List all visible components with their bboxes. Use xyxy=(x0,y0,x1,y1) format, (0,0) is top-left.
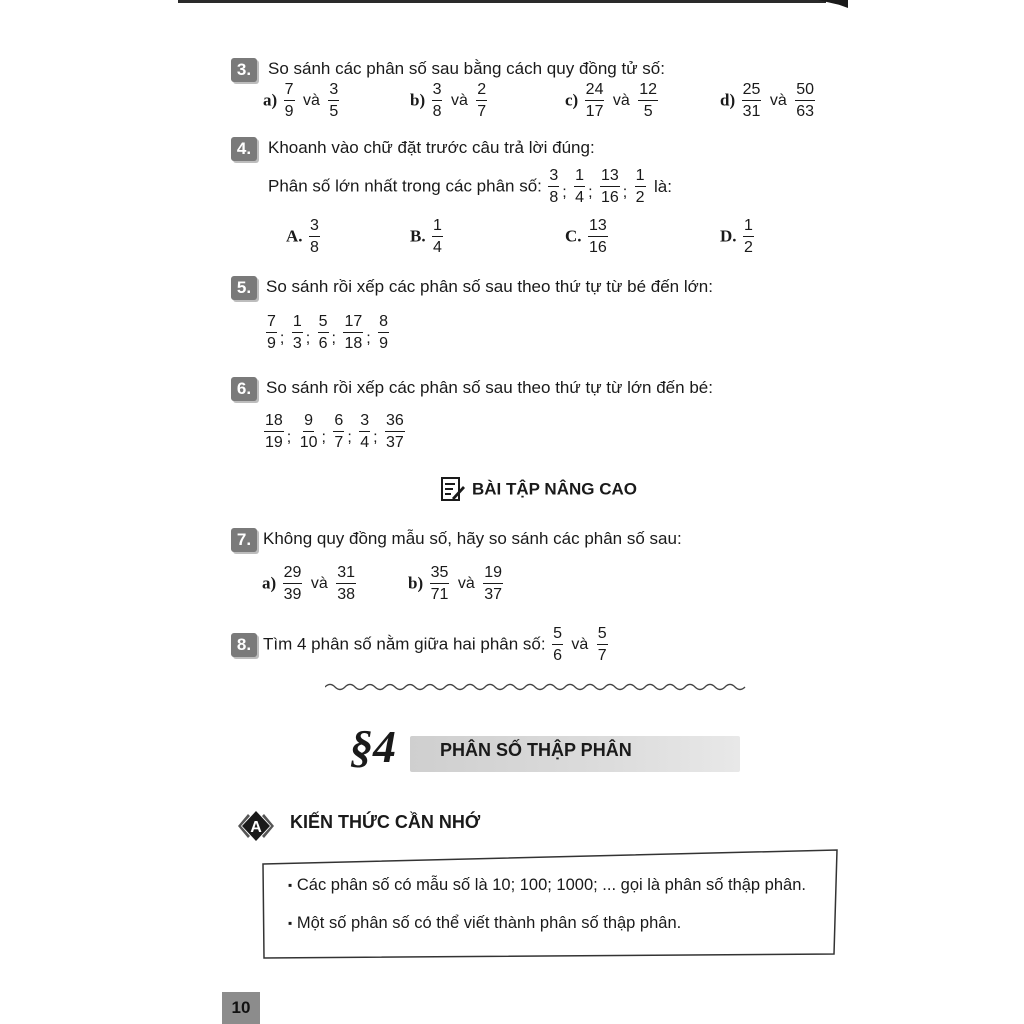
fraction xyxy=(742,80,762,121)
denominator: 16 xyxy=(588,239,607,256)
exercise-5-text: So sánh rồi xếp các phân số sau theo thứ tự từ bé đến lớn: xyxy=(266,277,713,296)
question-prefix: Phân số lớn nhất trong các phân số: xyxy=(268,176,542,196)
exercise-3-item-b xyxy=(410,80,489,121)
denominator: 16 xyxy=(600,189,619,206)
numerator: 7 xyxy=(284,80,295,101)
fraction xyxy=(266,312,277,353)
fraction xyxy=(333,411,344,452)
numerator: 3 xyxy=(309,216,320,237)
denominator: 37 xyxy=(386,434,404,451)
numerator: 3 xyxy=(548,166,559,187)
numerator: 9 xyxy=(303,411,314,432)
fraction xyxy=(283,563,303,604)
denominator: 31 xyxy=(742,103,761,120)
denominator: 2 xyxy=(743,239,753,256)
fraction xyxy=(292,312,303,353)
denominator: 4 xyxy=(575,189,585,206)
exercise-5-fractions: $\frac{7}{9}$ ; $\frac{1}{3}$ ; $\frac{5}{6}$ ; $\frac{17}{18}$ ; $\frac{8}{9}$ xyxy=(267,313,389,352)
exercise-7-text: Không quy đồng mẫu số, hãy so sánh các phân số sau: xyxy=(263,529,682,548)
numerator: 31 xyxy=(336,563,356,584)
denominator: 10 xyxy=(299,434,318,451)
section-number: §4 xyxy=(350,721,396,772)
diamond-badge-icon xyxy=(228,808,284,844)
denominator: 7 xyxy=(597,647,607,664)
conjunction: và xyxy=(302,91,320,109)
knowledge-bullet-1: ▪ Các phân số có mẫu số là 10; 100; 1000; ... gọi là phân số thập phân. xyxy=(288,876,806,894)
fraction xyxy=(432,80,443,121)
fraction xyxy=(385,411,405,452)
denominator: 8 xyxy=(549,189,559,206)
knowledge-box xyxy=(262,848,838,956)
item-label: b) xyxy=(408,573,424,593)
fraction xyxy=(430,563,450,604)
fraction xyxy=(743,216,754,257)
numerator: 18 xyxy=(264,411,284,432)
numerator: 25 xyxy=(742,80,762,101)
denominator: 19 xyxy=(265,434,283,451)
numerator: 19 xyxy=(483,563,503,584)
exercise-7-item-b xyxy=(408,563,505,604)
option-c[interactable] xyxy=(565,216,610,257)
numerator: 3 xyxy=(328,80,339,101)
notepad-pencil-icon xyxy=(440,479,472,498)
exercise-7-number: 7. xyxy=(231,528,257,552)
advanced-heading xyxy=(440,476,637,504)
item-label: a) xyxy=(263,90,278,110)
numerator: 29 xyxy=(283,563,303,584)
numerator: 5 xyxy=(552,624,563,645)
item-label: c) xyxy=(565,90,579,110)
badge-letter: A xyxy=(250,819,262,836)
exercise-3-number: 3. xyxy=(231,58,257,82)
exercise-6-text: So sánh rồi xếp các phân số sau theo thứ tự từ lớn đến bé: xyxy=(266,378,713,397)
denominator: 4 xyxy=(433,239,442,256)
conjunction: và xyxy=(310,574,328,592)
knowledge-bullet-2: ▪ Một số phân số có thể viết thành phân số thập phân. xyxy=(288,914,682,932)
fraction xyxy=(476,80,487,121)
conjunction: và xyxy=(612,91,630,109)
conjunction: và xyxy=(457,574,475,592)
numerator: 13 xyxy=(600,166,620,187)
item-label: a) xyxy=(262,573,277,593)
exercise-3-item-a xyxy=(263,80,341,121)
numerator: 8 xyxy=(378,312,389,333)
numerator: 13 xyxy=(588,216,608,237)
page-number: 10 xyxy=(222,992,260,1024)
numerator: 3 xyxy=(359,411,370,432)
denominator: 8 xyxy=(309,239,319,256)
denominator: 9 xyxy=(267,335,276,352)
option-a[interactable] xyxy=(286,216,322,257)
numerator: 12 xyxy=(638,80,658,101)
denominator: 9 xyxy=(379,335,389,352)
fraction xyxy=(548,166,559,207)
fraction xyxy=(299,411,319,452)
denominator: 17 xyxy=(585,103,604,120)
numerator: 5 xyxy=(318,312,329,333)
numerator: 1 xyxy=(292,312,303,333)
fraction xyxy=(359,411,370,452)
exercise-5-number: 5. xyxy=(231,276,257,300)
numerator: 24 xyxy=(585,80,605,101)
exercise-8-text: Tìm 4 phân số nằm giữa hai phân số: xyxy=(263,634,546,654)
exercise-4-number: 4. xyxy=(231,137,257,161)
fraction xyxy=(635,166,646,207)
fraction xyxy=(574,166,585,207)
option-b[interactable] xyxy=(410,216,445,257)
fraction xyxy=(318,312,329,353)
option-label: C. xyxy=(565,226,582,246)
option-label: A. xyxy=(286,226,303,246)
exercise-6-fractions: $\frac{18}{19}$ ; $\frac{9}{10}$ ; $\frac{6}{7}$ ; $\frac{3}{4}$ ; $\frac{36}{37}$ xyxy=(265,412,404,451)
denominator: 39 xyxy=(283,586,302,603)
exercise-3-text: So sánh các phân số sau bằng cách quy đồng tử số: xyxy=(268,59,665,78)
fraction xyxy=(638,80,658,121)
denominator: 8 xyxy=(432,103,442,120)
conjunction: và xyxy=(769,91,787,109)
fraction xyxy=(284,80,295,121)
fraction xyxy=(585,80,605,121)
fraction xyxy=(264,411,284,452)
numerator: 6 xyxy=(333,411,344,432)
exercise-8-number: 8. xyxy=(231,633,257,657)
fraction xyxy=(552,624,563,665)
fraction xyxy=(343,312,363,353)
fraction xyxy=(597,624,608,665)
fraction xyxy=(600,166,620,207)
exercise-7-item-a xyxy=(262,563,358,604)
option-label: B. xyxy=(410,226,426,246)
section-title: PHÂN SỐ THẬP PHÂN xyxy=(440,740,632,760)
denominator: 18 xyxy=(344,335,363,352)
exercise-4-text: Khoanh vào chữ đặt trước câu trả lời đúng: xyxy=(268,138,595,157)
denominator: 2 xyxy=(635,189,645,206)
denominator: 37 xyxy=(484,586,502,603)
denominator: 7 xyxy=(334,434,344,451)
numerator: 7 xyxy=(266,312,277,333)
fraction xyxy=(588,216,608,257)
conjunction: và xyxy=(450,91,468,109)
numerator: 50 xyxy=(795,80,815,101)
option-label: D. xyxy=(720,226,737,246)
item-label: b) xyxy=(410,90,426,110)
knowledge-heading xyxy=(228,808,481,849)
numerator: 1 xyxy=(743,216,754,237)
item-label: d) xyxy=(720,90,736,110)
exercise-8-line xyxy=(263,624,610,665)
option-d[interactable] xyxy=(720,216,756,257)
numerator: 1 xyxy=(574,166,585,187)
knowledge-title: KIẾN THỨC CẦN NHỚ xyxy=(290,812,481,832)
numerator: 17 xyxy=(343,312,363,333)
fraction xyxy=(328,80,339,121)
numerator: 35 xyxy=(430,563,450,584)
fraction xyxy=(336,563,356,604)
denominator: 4 xyxy=(360,434,370,451)
denominator: 5 xyxy=(329,103,339,120)
exercise-6-number: 6. xyxy=(231,377,257,401)
numerator: 5 xyxy=(597,624,608,645)
denominator: 6 xyxy=(318,335,328,352)
numerator: 2 xyxy=(476,80,487,101)
denominator: 5 xyxy=(643,103,653,120)
fraction xyxy=(795,80,815,121)
top-rule xyxy=(178,0,826,3)
denominator: 63 xyxy=(796,103,814,120)
wavy-divider xyxy=(325,680,751,699)
conjunction: và xyxy=(571,635,589,653)
denominator: 71 xyxy=(430,586,449,603)
denominator: 38 xyxy=(337,586,356,603)
numerator: 1 xyxy=(635,166,646,187)
exercise-3-item-d xyxy=(720,80,817,121)
advanced-heading-text: BÀI TẬP NÂNG CAO xyxy=(472,479,637,499)
fraction xyxy=(483,563,503,604)
numerator: 36 xyxy=(385,411,405,432)
denominator: 3 xyxy=(292,335,302,352)
numerator: 3 xyxy=(432,80,443,101)
question-suffix: là: xyxy=(654,176,672,196)
exercise-4-question: Phân số lớn nhất trong các phân số: $\frac{3}{8}$ ; $\frac{1}{4}$ ; $\frac{13}{16}$ ; $\frac{1}{2}$ là: xyxy=(268,167,672,206)
fraction xyxy=(378,312,389,353)
denominator: 9 xyxy=(284,103,294,120)
denominator: 6 xyxy=(553,647,562,664)
numerator: 1 xyxy=(432,216,443,237)
exercise-3-item-c xyxy=(565,80,660,121)
fraction xyxy=(432,216,443,257)
denominator: 7 xyxy=(477,103,487,120)
fraction xyxy=(309,216,320,257)
